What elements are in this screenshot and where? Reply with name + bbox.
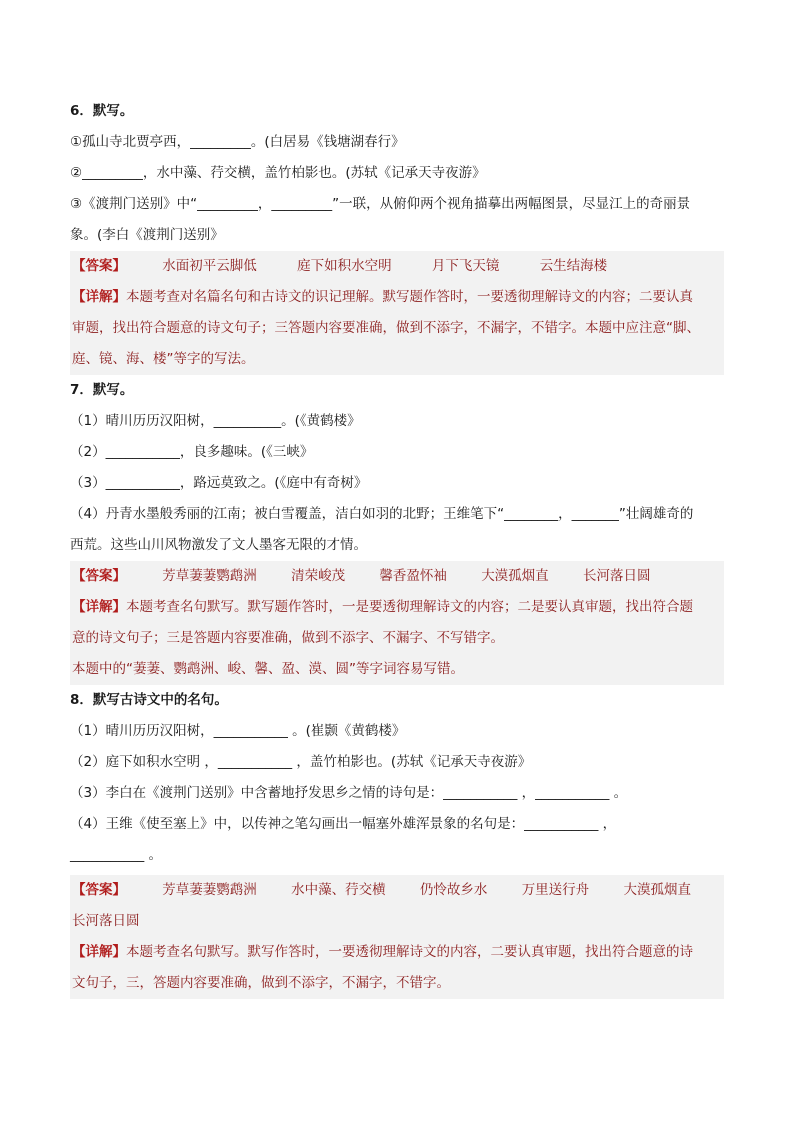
answer-item: 万里送行舟 bbox=[521, 882, 590, 898]
answer-item: 芳草萋萋鹦鹉洲 bbox=[162, 882, 257, 898]
q6-line-3b: 象。(李白《渡荆门送别》 bbox=[70, 227, 224, 243]
q7-detail-line-3: 本题中的“萋萋、鹦鹉洲、峻、馨、盈、漠、圆”等字词容易写错。 bbox=[72, 661, 464, 677]
answer-label: 【答案】 bbox=[72, 258, 126, 274]
q6-line-3a: ③《渡荆门送别》中“_________，_________”一联，从俯仰两个视角描摹出两幅图景，尽显江上的奇丽景 bbox=[70, 196, 691, 212]
q7-line-4a: （4）丹青水墨般秀丽的江南；被白雪覆盖，洁白如羽的北野；王维笔下“________，_______”壮阔雄奇的 bbox=[70, 506, 694, 522]
answer-item: 芳草萋萋鹦鹉洲 bbox=[162, 568, 257, 584]
answer-item: 大漠孤烟直 bbox=[623, 882, 691, 898]
q6-answer-box bbox=[70, 251, 724, 375]
answer-item: 月下飞天镜 bbox=[431, 258, 500, 274]
q6-line-1: ①孤山寺北贾亭西，_________。(白居易《钱塘湖春行》 bbox=[70, 134, 405, 150]
q6-line-2: ②_________，水中藻、荇交横，盖竹柏影也。(苏轼《记承天寺夜游》 bbox=[70, 165, 486, 181]
q8-answer-line bbox=[70, 875, 724, 906]
q8-answer-wrap: 长河落日圆 bbox=[72, 913, 140, 929]
answer-item: 清荣峻茂 bbox=[291, 568, 346, 584]
q7-detail-line-2: 意的诗文句子；三是答题内容要准确，做到不添字、不漏字、不写错字。 bbox=[72, 630, 504, 646]
answer-item: 大漠孤烟直 bbox=[481, 568, 549, 584]
q7-detail-line-1: 【详解】本题考查名句默写。默写题作答时，一是要透彻理解诗文的内容；二是要认真审题，找出符合题 bbox=[72, 599, 693, 615]
answer-label: 【答案】 bbox=[72, 568, 126, 584]
q7-title: 7．默写。 bbox=[70, 382, 134, 398]
q6-title: 6．默写。 bbox=[70, 103, 134, 119]
answer-label: 【答案】 bbox=[72, 882, 126, 898]
q8-line-3: （3）李白在《渡荆门送别》中含蓄地抒发思乡之情的诗句是：___________ ，___________ 。 bbox=[70, 785, 628, 801]
answer-item: 水面初平云脚低 bbox=[162, 258, 257, 274]
answer-item: 云生结海楼 bbox=[539, 258, 608, 274]
q7-line-1: （1）晴川历历汉阳树，__________。(《黄鹤楼》 bbox=[70, 413, 361, 429]
q8-detail-line-1: 【详解】本题考查名句默写。默写作答时，一要透彻理解诗文的内容，二要认真审题，找出符合题意的诗 bbox=[72, 944, 693, 960]
q7-line-2: （2）___________，良多趣味。(《三峡》 bbox=[70, 444, 314, 460]
q7-answer-line bbox=[70, 561, 724, 592]
q7-answer-box bbox=[70, 561, 724, 685]
q7-line-4b: 西荒。这些山川风物激发了文人墨客无限的才情。 bbox=[70, 537, 367, 553]
q8-line-1: （1）晴川历历汉阳树，___________ 。(崔颢《黄鹤楼》 bbox=[70, 723, 406, 739]
detail-label: 【详解】 bbox=[72, 599, 126, 615]
q8-title: 8．默写古诗文中的名句。 bbox=[70, 692, 228, 708]
q6-answer-line bbox=[70, 251, 724, 282]
detail-label: 【详解】 bbox=[72, 944, 126, 960]
q6-detail-line-3: 庭、镜、海、楼”等字的写法。 bbox=[72, 351, 255, 367]
answer-item: 庭下如积水空明 bbox=[297, 258, 392, 274]
q6-detail-line-1: 【详解】本题考查对名篇名句和古诗文的识记理解。默写题作答时，一要透彻理解诗文的内容；二要认真 bbox=[72, 289, 693, 305]
answer-item: 仍怜故乡水 bbox=[419, 882, 488, 898]
q8-detail-line-2: 文句子，三，答题内容要准确，做到不添字，不漏字，不错字。 bbox=[72, 975, 450, 991]
q8-answer-box bbox=[70, 875, 724, 999]
document-page bbox=[70, 96, 724, 999]
q8-line-2: （2）庭下如积水空明 ，___________ ，盖竹柏影也。(苏轼《记承天寺夜游》 bbox=[70, 754, 532, 770]
q8-line-4a: （4）王维《使至塞上》中，以传神之笔勾画出一幅塞外雄浑景象的名句是：___________ ， bbox=[70, 816, 617, 832]
q7-line-3: （3）___________，路远莫致之。(《庭中有奇树》 bbox=[70, 475, 368, 491]
answer-item: 水中藻、荇交横 bbox=[291, 882, 386, 898]
answer-item: 长河落日圆 bbox=[582, 568, 651, 584]
q6-detail-line-2: 审题，找出符合题意的诗文句子；三答题内容要准确，做到不添字，不漏字，不错字。本题中应注意“脚、 bbox=[72, 320, 700, 336]
answer-item: 馨香盈怀袖 bbox=[379, 568, 447, 584]
q8-line-4b: ___________ 。 bbox=[70, 847, 163, 863]
detail-label: 【详解】 bbox=[72, 289, 126, 305]
